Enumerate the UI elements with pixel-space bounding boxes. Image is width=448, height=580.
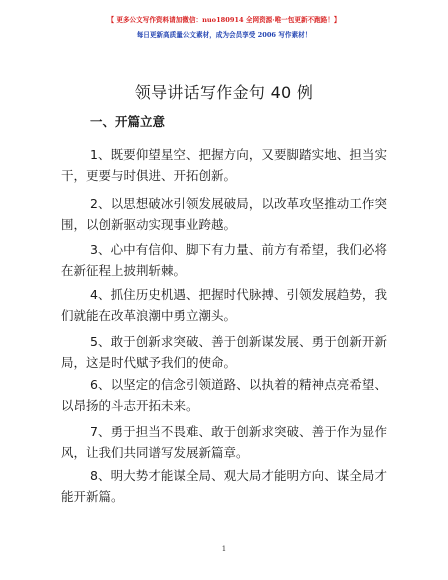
promo-banner-line-2: 每日更新高质量公文素材，成为会员享受 2006 写作素材！: [136, 31, 312, 39]
paragraph-5: 5、敢于创新求突破、善于创新谋发展、勇于创新开新局，这是时代赋予我们的使命。: [61, 333, 387, 370]
document-title: 领导讲话写作金句 40 例: [134, 83, 314, 102]
paragraph-6: 6、以坚定的信念引领道路、以执着的精神点亮希望、以昂扬的斗志开拓未来。: [61, 376, 387, 413]
promo-banner-line-1: 【 更多公文写作资料请加微信：nuo180914 全网资源·唯一包更新不跑路！】: [107, 16, 341, 24]
paragraph-8: 8、明大势才能谋全局、观大局才能明方向、谋全局才能开新篇。: [61, 467, 387, 504]
page-number: 1: [221, 545, 227, 553]
paragraph-4: 4、抓住历史机遇、把握时代脉搏、引领发展趋势，我们就能在改革浪潮中勇立潮头。: [61, 286, 387, 323]
paragraph-3: 3、心中有信仰、脚下有力量、前方有希望，我们必将在新征程上披荆斩棘。: [61, 241, 387, 278]
paragraph-1: 1、既要仰望星空、把握方向，又要脚踏实地、担当实干，更要与时俱进、开拓创新。: [61, 146, 387, 183]
section-heading: 一、开篇立意: [90, 114, 166, 129]
paragraph-2: 2、以思想破冰引领发展破局，以改革攻坚推动工作突围，以创新驱动实现事业跨越。: [61, 195, 387, 232]
paragraph-7: 7、勇于担当不畏难、敢于创新求突破、善于作为显作风，让我们共同谱写发展新篇章。: [61, 423, 387, 460]
